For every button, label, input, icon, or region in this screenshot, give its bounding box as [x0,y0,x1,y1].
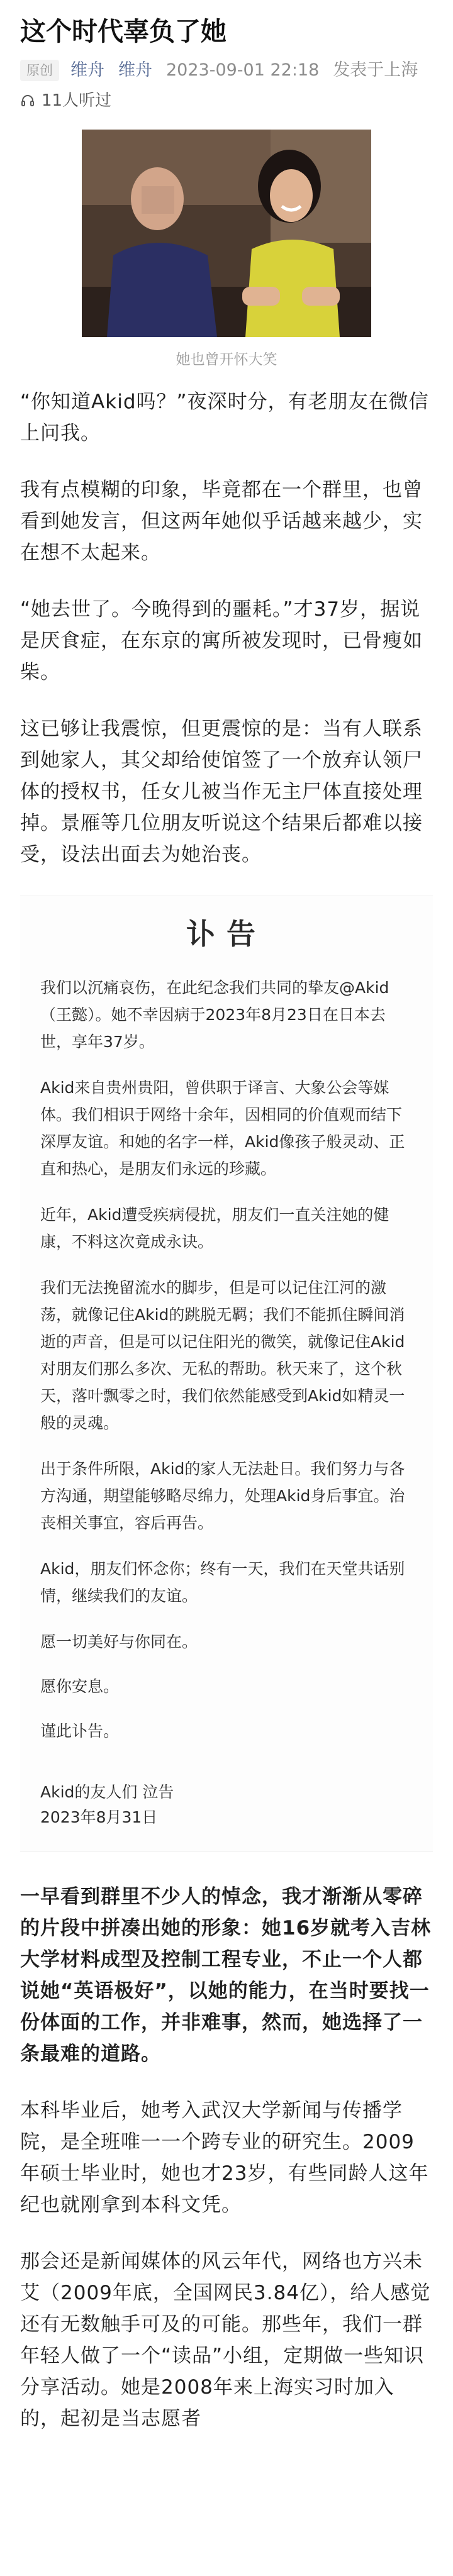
article-photo[interactable] [82,130,371,337]
obituary-paragraph: 愿一切美好与你同在。 [40,1633,198,1651]
obituary-notice [20,896,433,1852]
obituary-paragraph: 谨此讣告。 [40,1722,120,1740]
article-meta [20,58,433,83]
obituary-paragraph: 我们无法挽留流水的脚步，但是可以记住江河的激荡，就像记住Akid的跳脱无羁；我们不能抓住瞬间消逝的声音，但是可以记住阳光的微笑，就像记住Akid对朋友们那么多次、无私的帮助。秋天来了，这个秋天，落叶飘零之时，我们依然能感受到Akid如精灵一般的灵魂。 [40,1279,405,1432]
intro-paragraph: 这已够让我震惊，但更震惊的是：当有人联系到她家人，其父却给使馆签了一个放弃认领尸体的授权书，任女儿被当作无主尸体直接处理掉。景雁等几位朋友听说这个结果后都难以接受，设法出面去为她治丧。 [20,718,423,866]
obituary-paragraph: 我们以沉痛哀伤，在此纪念我们共同的挚友@Akid（王懿）。她不幸因病于2023年8月23日在日本去世，享年37岁。 [40,979,389,1051]
body-paragraph: 一早看到群里不少人的悼念，我才渐渐从零碎的片段中拼凑出她的形象：她16岁就考入吉林大学材料成型及控制工程专业，不止一个人都说她“英语极好”，以她的能力，在当时要找一份体面的工作，并非难事，然而，她选择了一条最难的道路。 [20,1885,432,2065]
obituary-paragraph: 出于条件所限，Akid的家人无法赴日。我们努力与各方沟通，期望能够略尽绵力，处理Akid身后事宜。治丧相关事宜，容后再告。 [40,1460,405,1532]
original-tag: 原创 [20,60,59,81]
listen-count: 11人听过 [42,91,112,110]
obituary-paragraph: 愿你安息。 [40,1677,120,1696]
obituary-paragraph: Akid，朋友们怀念你；终有一天，我们在天堂共话别情，继续我们的友谊。 [40,1560,405,1605]
author-link[interactable]: 维舟 [70,60,104,80]
intro-paragraph: 我有点模糊的印象，毕竟都在一个群里，也曾看到她发言，但这两年她似乎话越来越少，实在想不太起来。 [20,479,423,564]
signature-line: Akid的友人们 泣告 [40,1783,174,1801]
body-paragraph: 那会还是新闻媒体的风云年代，网络也方兴未艾（2009年底，全国网民3.84亿），给人感觉还有无数触手可及的可能。那些年，我们一群年轻人做了一个“读品”小组，定期做一些知识分享活动。她是2008年来上海实习时加入的，起初是当志愿者 [20,2250,431,2430]
obituary-paragraph: 近年，Akid遭受疾病侵扰，朋友们一直关注她的健康，不料这次竟成永诀。 [40,1206,389,1251]
intro-paragraph: “你知道Akid吗？”夜深时分，有老朋友在微信上问我。 [20,391,429,445]
publish-location: 发表于上海 [333,60,418,80]
obituary-title: 讣告 [186,917,267,951]
obituary-paragraph: Akid来自贵州贵阳，曾供职于译言、大象公会等媒体。我们相识于网络十余年，因相同的价值观而结下深厚友谊。和她的名字一样，Akid像孩子般灵动、正直和热心，是朋友们永远的珍藏。 [40,1079,405,1178]
intro-paragraph: “她去世了。今晚得到的噩耗。”才37岁，据说是厌食症，在东京的寓所被发现时，已骨瘦如柴。 [20,598,423,684]
account-link[interactable]: 维舟 [118,60,152,80]
article-title: 这个时代辜负了她 [20,16,226,47]
listen-row[interactable] [20,88,433,113]
publish-datetime: 2023-09-01 22:18 [166,60,320,80]
photo-caption: 她也曾开怀大笑 [176,352,277,368]
body-paragraph: 本科毕业后，她考入武汉大学新闻与传播学院，是全班唯一一个跨专业的研究生。2009年硕士毕业时，她也才23岁，有些同龄人这年纪也就刚拿到本科文凭。 [20,2099,429,2216]
headphones-icon [20,93,35,108]
signature-date: 2023年8月31日 [40,1808,158,1826]
obituary-signature [40,1780,413,1830]
photo-container [82,130,371,370]
